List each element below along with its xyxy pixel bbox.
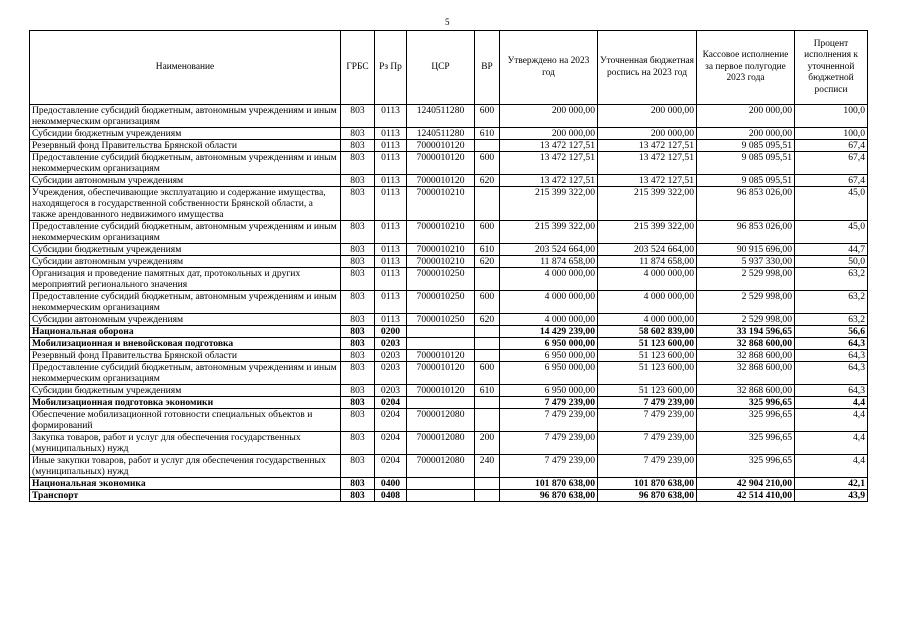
table-row: [30, 175, 868, 187]
cell-rzpr: 0113: [375, 175, 407, 187]
cell-cash: 200 000,00: [697, 128, 795, 140]
table-body: [30, 105, 868, 502]
table-row: [30, 314, 868, 326]
cell-refined: 200 000,00: [598, 105, 697, 128]
cell-approved: 7 479 239,00: [500, 432, 598, 455]
cell-percent: 4,4: [795, 397, 868, 409]
page-number: 5: [445, 17, 450, 27]
cell-csr: 7000010250: [407, 314, 475, 326]
cell-csr: 7000010120: [407, 350, 475, 362]
cell-rzpr: 0203: [375, 338, 407, 350]
cell-approved: 13 472 127,51: [500, 152, 598, 175]
cell-grbs: 803: [341, 397, 375, 409]
cell-vr: 600: [475, 291, 500, 314]
table-row: [30, 140, 868, 152]
cell-cash: 9 085 095,51: [697, 152, 795, 175]
cell-name: Предоставление субсидий бюджетным, автономным учреждениям и иным некоммерческим организациям: [30, 221, 341, 244]
cell-approved: 96 870 638,00: [500, 490, 598, 502]
cell-name: Мобилизационная подготовка экономики: [30, 397, 341, 409]
cell-rzpr: 0113: [375, 152, 407, 175]
cell-refined: 51 123 600,00: [598, 338, 697, 350]
cell-approved: 11 874 658,00: [500, 256, 598, 268]
cell-csr: 7000010120: [407, 140, 475, 152]
cell-rzpr: 0113: [375, 187, 407, 221]
cell-percent: 45,0: [795, 221, 868, 244]
cell-rzpr: 0113: [375, 140, 407, 152]
cell-percent: 64,3: [795, 362, 868, 385]
cell-refined: 203 524 664,00: [598, 244, 697, 256]
cell-grbs: 803: [341, 128, 375, 140]
cell-approved: 7 479 239,00: [500, 455, 598, 478]
cell-csr: 7000010120: [407, 152, 475, 175]
budget-execution-table: [29, 30, 868, 502]
cell-name: Национальная экономика: [30, 478, 341, 490]
cell-cash: 2 529 998,00: [697, 291, 795, 314]
cell-cash: 2 529 998,00: [697, 314, 795, 326]
cell-approved: 14 429 239,00: [500, 326, 598, 338]
cell-cash: 325 996,65: [697, 432, 795, 455]
table-row: [30, 187, 868, 221]
cell-name: Субсидии автономным учреждениям: [30, 256, 341, 268]
cell-cash: 32 868 600,00: [697, 338, 795, 350]
cell-name: Организация и проведение памятных дат, протокольных и других мероприятий регионального значения: [30, 268, 341, 291]
table-row: [30, 338, 868, 350]
table-row: [30, 350, 868, 362]
cell-vr: 600: [475, 362, 500, 385]
cell-percent: 64,3: [795, 385, 868, 397]
cell-cash: 9 085 095,51: [697, 140, 795, 152]
cell-cash: 325 996,65: [697, 397, 795, 409]
table-row: [30, 409, 868, 432]
cell-cash: 90 915 696,00: [697, 244, 795, 256]
cell-grbs: 803: [341, 187, 375, 221]
cell-rzpr: 0203: [375, 385, 407, 397]
cell-approved: 101 870 638,00: [500, 478, 598, 490]
cell-rzpr: 0204: [375, 397, 407, 409]
header-csr: ЦСР: [407, 31, 475, 105]
table-row: [30, 221, 868, 244]
table-row: [30, 362, 868, 385]
cell-name: Закупка товаров, работ и услуг для обеспечения государственных (муниципальных) нужд: [30, 432, 341, 455]
table-row: [30, 326, 868, 338]
cell-name: Обеспечение мобилизационной готовности специальных объектов и формирований: [30, 409, 341, 432]
cell-grbs: 803: [341, 105, 375, 128]
cell-refined: 51 123 600,00: [598, 362, 697, 385]
cell-approved: 215 399 322,00: [500, 187, 598, 221]
table-row: [30, 256, 868, 268]
cell-cash: 325 996,65: [697, 409, 795, 432]
cell-cash: 325 996,65: [697, 455, 795, 478]
cell-refined: 4 000 000,00: [598, 291, 697, 314]
cell-refined: 7 479 239,00: [598, 432, 697, 455]
cell-grbs: 803: [341, 256, 375, 268]
cell-cash: 32 868 600,00: [697, 362, 795, 385]
cell-refined: 96 870 638,00: [598, 490, 697, 502]
cell-vr: [475, 478, 500, 490]
cell-cash: 96 853 026,00: [697, 221, 795, 244]
cell-vr: [475, 268, 500, 291]
cell-csr: [407, 397, 475, 409]
cell-grbs: 803: [341, 268, 375, 291]
cell-percent: 43,9: [795, 490, 868, 502]
cell-vr: [475, 338, 500, 350]
cell-percent: 67,4: [795, 152, 868, 175]
cell-grbs: 803: [341, 314, 375, 326]
cell-vr: [475, 140, 500, 152]
cell-grbs: 803: [341, 350, 375, 362]
cell-name: Предоставление субсидий бюджетным, автономным учреждениям и иным некоммерческим организациям: [30, 291, 341, 314]
cell-grbs: 803: [341, 455, 375, 478]
cell-csr: 7000012080: [407, 432, 475, 455]
cell-cash: 2 529 998,00: [697, 268, 795, 291]
cell-approved: 215 399 322,00: [500, 221, 598, 244]
cell-vr: 610: [475, 244, 500, 256]
cell-csr: 7000010120: [407, 362, 475, 385]
cell-vr: 620: [475, 314, 500, 326]
cell-rzpr: 0113: [375, 221, 407, 244]
cell-refined: 7 479 239,00: [598, 397, 697, 409]
cell-percent: 42,1: [795, 478, 868, 490]
table-row: [30, 268, 868, 291]
header-name: Наименование: [30, 31, 341, 105]
cell-refined: 215 399 322,00: [598, 187, 697, 221]
cell-percent: 44,7: [795, 244, 868, 256]
cell-name: Иные закупки товаров, работ и услуг для обеспечения государственных (муниципальных) нужд: [30, 455, 341, 478]
cell-rzpr: 0113: [375, 256, 407, 268]
cell-name: Субсидии автономным учреждениям: [30, 175, 341, 187]
cell-grbs: 803: [341, 326, 375, 338]
cell-grbs: 803: [341, 385, 375, 397]
cell-refined: 13 472 127,51: [598, 175, 697, 187]
cell-name: Мобилизационная и вневойсковая подготовка: [30, 338, 341, 350]
table-row: [30, 105, 868, 128]
cell-grbs: 803: [341, 432, 375, 455]
cell-csr: 7000010210: [407, 221, 475, 244]
cell-approved: 203 524 664,00: [500, 244, 598, 256]
table-row: [30, 152, 868, 175]
cell-percent: 4,4: [795, 432, 868, 455]
cell-rzpr: 0113: [375, 244, 407, 256]
cell-vr: 600: [475, 105, 500, 128]
cell-percent: 100,0: [795, 105, 868, 128]
cell-approved: 7 479 239,00: [500, 397, 598, 409]
cell-name: Субсидии бюджетным учреждениям: [30, 128, 341, 140]
cell-csr: [407, 326, 475, 338]
cell-csr: [407, 338, 475, 350]
cell-refined: 51 123 600,00: [598, 350, 697, 362]
cell-approved: 4 000 000,00: [500, 291, 598, 314]
cell-rzpr: 0408: [375, 490, 407, 502]
cell-refined: 4 000 000,00: [598, 268, 697, 291]
cell-csr: [407, 490, 475, 502]
cell-percent: 67,4: [795, 175, 868, 187]
cell-refined: 101 870 638,00: [598, 478, 697, 490]
cell-vr: 610: [475, 128, 500, 140]
cell-vr: [475, 397, 500, 409]
header-vr: ВР: [475, 31, 500, 105]
cell-rzpr: 0113: [375, 268, 407, 291]
cell-rzpr: 0113: [375, 314, 407, 326]
table-row: [30, 478, 868, 490]
cell-percent: 63,2: [795, 314, 868, 326]
cell-name: Субсидии автономным учреждениям: [30, 314, 341, 326]
cell-csr: 7000010210: [407, 187, 475, 221]
cell-refined: 215 399 322,00: [598, 221, 697, 244]
cell-approved: 7 479 239,00: [500, 409, 598, 432]
cell-percent: 100,0: [795, 128, 868, 140]
cell-percent: 63,2: [795, 268, 868, 291]
table-row: [30, 455, 868, 478]
cell-csr: 7000010250: [407, 268, 475, 291]
table-row: [30, 385, 868, 397]
cell-name: Резервный фонд Правительства Брянской области: [30, 350, 341, 362]
cell-name: Предоставление субсидий бюджетным, автономным учреждениям и иным некоммерческим организациям: [30, 152, 341, 175]
cell-vr: 610: [475, 385, 500, 397]
cell-cash: 42 514 410,00: [697, 490, 795, 502]
cell-refined: 11 874 658,00: [598, 256, 697, 268]
table-row: [30, 128, 868, 140]
cell-name: Субсидии бюджетным учреждениям: [30, 244, 341, 256]
cell-refined: 58 602 839,00: [598, 326, 697, 338]
cell-vr: 600: [475, 152, 500, 175]
cell-name: Резервный фонд Правительства Брянской области: [30, 140, 341, 152]
cell-rzpr: 0113: [375, 128, 407, 140]
cell-csr: [407, 478, 475, 490]
table-row: [30, 432, 868, 455]
cell-approved: 6 950 000,00: [500, 385, 598, 397]
cell-grbs: 803: [341, 409, 375, 432]
cell-cash: 200 000,00: [697, 105, 795, 128]
cell-csr: 7000010120: [407, 175, 475, 187]
cell-refined: 7 479 239,00: [598, 409, 697, 432]
cell-approved: 13 472 127,51: [500, 140, 598, 152]
cell-csr: 1240511280: [407, 128, 475, 140]
cell-percent: 56,6: [795, 326, 868, 338]
cell-grbs: 803: [341, 490, 375, 502]
cell-csr: 7000010210: [407, 256, 475, 268]
header-cash: Кассовое исполнение за первое полугодие 2023 года: [697, 31, 795, 105]
cell-csr: 7000012080: [407, 409, 475, 432]
cell-grbs: 803: [341, 175, 375, 187]
table-header-row: [30, 31, 868, 105]
cell-percent: 45,0: [795, 187, 868, 221]
cell-name: Национальная оборона: [30, 326, 341, 338]
cell-rzpr: 0204: [375, 455, 407, 478]
cell-vr: [475, 409, 500, 432]
cell-percent: 4,4: [795, 409, 868, 432]
cell-approved: 4 000 000,00: [500, 268, 598, 291]
cell-rzpr: 0400: [375, 478, 407, 490]
cell-approved: 200 000,00: [500, 105, 598, 128]
cell-percent: 64,3: [795, 338, 868, 350]
cell-approved: 4 000 000,00: [500, 314, 598, 326]
cell-cash: 96 853 026,00: [697, 187, 795, 221]
cell-csr: 7000012080: [407, 455, 475, 478]
cell-percent: 64,3: [795, 350, 868, 362]
table-row: [30, 397, 868, 409]
cell-refined: 7 479 239,00: [598, 455, 697, 478]
cell-name: Транспорт: [30, 490, 341, 502]
cell-name: Субсидии бюджетным учреждениям: [30, 385, 341, 397]
cell-approved: 200 000,00: [500, 128, 598, 140]
cell-rzpr: 0200: [375, 326, 407, 338]
cell-grbs: 803: [341, 140, 375, 152]
cell-rzpr: 0204: [375, 432, 407, 455]
cell-csr: 7000010210: [407, 244, 475, 256]
cell-percent: 67,4: [795, 140, 868, 152]
cell-cash: 5 937 330,00: [697, 256, 795, 268]
cell-vr: [475, 326, 500, 338]
cell-approved: 6 950 000,00: [500, 362, 598, 385]
cell-cash: 32 868 600,00: [697, 350, 795, 362]
cell-vr: [475, 350, 500, 362]
cell-name: Предоставление субсидий бюджетным, автономным учреждениям и иным некоммерческим организациям: [30, 105, 341, 128]
cell-grbs: 803: [341, 291, 375, 314]
cell-percent: 4,4: [795, 455, 868, 478]
cell-rzpr: 0113: [375, 291, 407, 314]
cell-grbs: 803: [341, 221, 375, 244]
cell-approved: 6 950 000,00: [500, 350, 598, 362]
header-rzpr: Рз Пр: [375, 31, 407, 105]
cell-grbs: 803: [341, 338, 375, 350]
cell-vr: [475, 187, 500, 221]
header-refined: Уточненная бюджетная роспись на 2023 год: [598, 31, 697, 105]
cell-rzpr: 0204: [375, 409, 407, 432]
cell-vr: 620: [475, 256, 500, 268]
cell-cash: 32 868 600,00: [697, 385, 795, 397]
cell-name: Предоставление субсидий бюджетным, автономным учреждениям и иным некоммерческим организациям: [30, 362, 341, 385]
cell-grbs: 803: [341, 152, 375, 175]
cell-cash: 42 904 210,00: [697, 478, 795, 490]
table-row: [30, 244, 868, 256]
cell-csr: 7000010120: [407, 385, 475, 397]
cell-cash: 9 085 095,51: [697, 175, 795, 187]
cell-cash: 33 194 596,65: [697, 326, 795, 338]
header-grbs: ГРБС: [341, 31, 375, 105]
cell-csr: 7000010250: [407, 291, 475, 314]
cell-rzpr: 0203: [375, 362, 407, 385]
table-row: [30, 291, 868, 314]
cell-csr: 1240511280: [407, 105, 475, 128]
cell-refined: 200 000,00: [598, 128, 697, 140]
cell-vr: 600: [475, 221, 500, 244]
cell-name: Учреждения, обеспечивающие эксплуатацию и содержание имущества, находящегося в государственной собственности Брянской области, а также арендованного недвижимого имущества: [30, 187, 341, 221]
cell-vr: 240: [475, 455, 500, 478]
table-row: [30, 490, 868, 502]
cell-vr: 620: [475, 175, 500, 187]
header-percent: Процент исполнения к уточненной бюджетной росписи: [795, 31, 868, 105]
cell-approved: 6 950 000,00: [500, 338, 598, 350]
cell-percent: 63,2: [795, 291, 868, 314]
header-approved: Утверждено на 2023 год: [500, 31, 598, 105]
cell-grbs: 803: [341, 362, 375, 385]
cell-refined: 13 472 127,51: [598, 152, 697, 175]
cell-rzpr: 0203: [375, 350, 407, 362]
cell-refined: 13 472 127,51: [598, 140, 697, 152]
cell-percent: 50,0: [795, 256, 868, 268]
cell-rzpr: 0113: [375, 105, 407, 128]
cell-grbs: 803: [341, 244, 375, 256]
cell-grbs: 803: [341, 478, 375, 490]
cell-approved: 13 472 127,51: [500, 175, 598, 187]
cell-vr: 200: [475, 432, 500, 455]
cell-refined: 51 123 600,00: [598, 385, 697, 397]
cell-vr: [475, 490, 500, 502]
cell-refined: 4 000 000,00: [598, 314, 697, 326]
